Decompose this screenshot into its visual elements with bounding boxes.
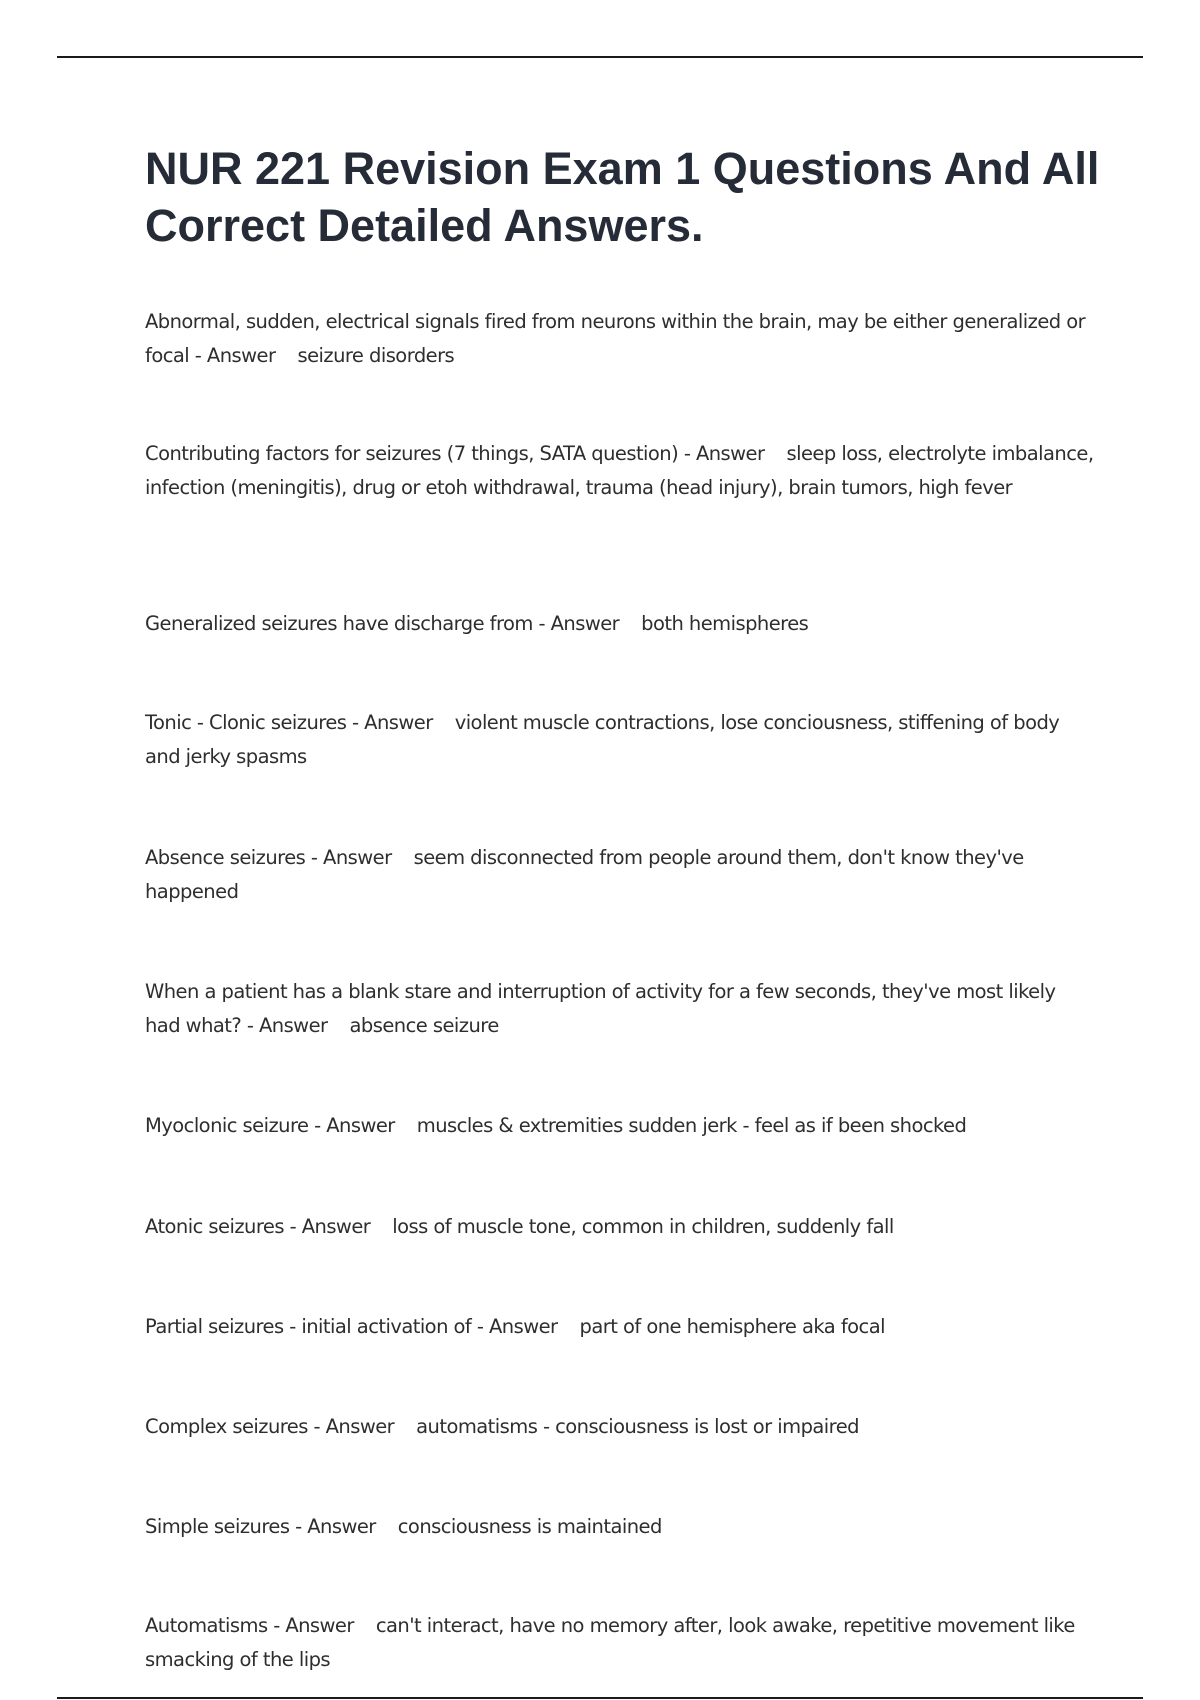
document-title: NUR 221 Revision Exam 1 Questions And All Correct Detailed Answers. <box>145 143 1100 251</box>
question-text: Partial seizures - initial activation of - Answer <box>145 1315 558 1338</box>
answer-text: seem disconnected from people around them, don't know they've happened <box>145 846 1024 903</box>
qa-item-4 <box>145 706 1095 774</box>
qa-item-2 <box>145 437 1095 505</box>
question-text: Absence seizures - Answer <box>145 846 392 869</box>
question-text: Abnormal, sudden, electrical signals fired from neurons within the brain, may be either generalized or focal - Answer <box>145 310 1086 367</box>
question-text: Simple seizures - Answer <box>145 1515 376 1538</box>
qa-item-11 <box>145 1510 1095 1544</box>
answer-text: consciousness is maintained <box>397 1515 662 1538</box>
qa-item-10 <box>145 1410 1095 1444</box>
qa-item-3 <box>145 607 1095 641</box>
answer-text: seizure disorders <box>297 344 455 367</box>
question-text: Atonic seizures - Answer <box>145 1215 371 1238</box>
answer-text: automatisms - consciousness is lost or impaired <box>416 1415 859 1438</box>
question-text: Tonic - Clonic seizures - Answer <box>145 711 433 734</box>
question-text: Automatisms - Answer <box>145 1614 354 1637</box>
answer-text: sleep loss, electrolyte imbalance, infection (meningitis), drug or etoh withdrawal, trauma (head injury), brain tumors, high fever <box>145 442 1094 499</box>
qa-item-1 <box>145 305 1095 373</box>
answer-text: violent muscle contractions, lose conciousness, stiffening of body and jerky spasms <box>145 711 1060 768</box>
bottom-divider <box>57 1697 1143 1699</box>
qa-item-12 <box>145 1609 1095 1677</box>
answer-text: loss of muscle tone, common in children, suddenly fall <box>392 1215 894 1238</box>
question-text: Generalized seizures have discharge from - Answer <box>145 612 620 635</box>
top-divider <box>57 56 1143 58</box>
question-text: Complex seizures - Answer <box>145 1415 395 1438</box>
answer-text: part of one hemisphere aka focal <box>579 1315 885 1338</box>
qa-item-6 <box>145 975 1095 1043</box>
answer-text: can't interact, have no memory after, look awake, repetitive movement like smacking of the lips <box>145 1614 1075 1671</box>
qa-item-7 <box>145 1109 1095 1143</box>
question-text: Contributing factors for seizures (7 things, SATA question) - Answer <box>145 442 765 465</box>
answer-text: both hemispheres <box>641 612 809 635</box>
question-text: Myoclonic seizure - Answer <box>145 1114 395 1137</box>
question-text: When a patient has a blank stare and interruption of activity for a few seconds, they've most likely had what? - Answer <box>145 980 1056 1037</box>
qa-item-5 <box>145 841 1095 909</box>
qa-item-9 <box>145 1310 1095 1344</box>
answer-text: muscles & extremities sudden jerk - feel as if been shocked <box>416 1114 967 1137</box>
answer-text: absence seizure <box>349 1014 499 1037</box>
qa-item-8 <box>145 1210 1095 1244</box>
